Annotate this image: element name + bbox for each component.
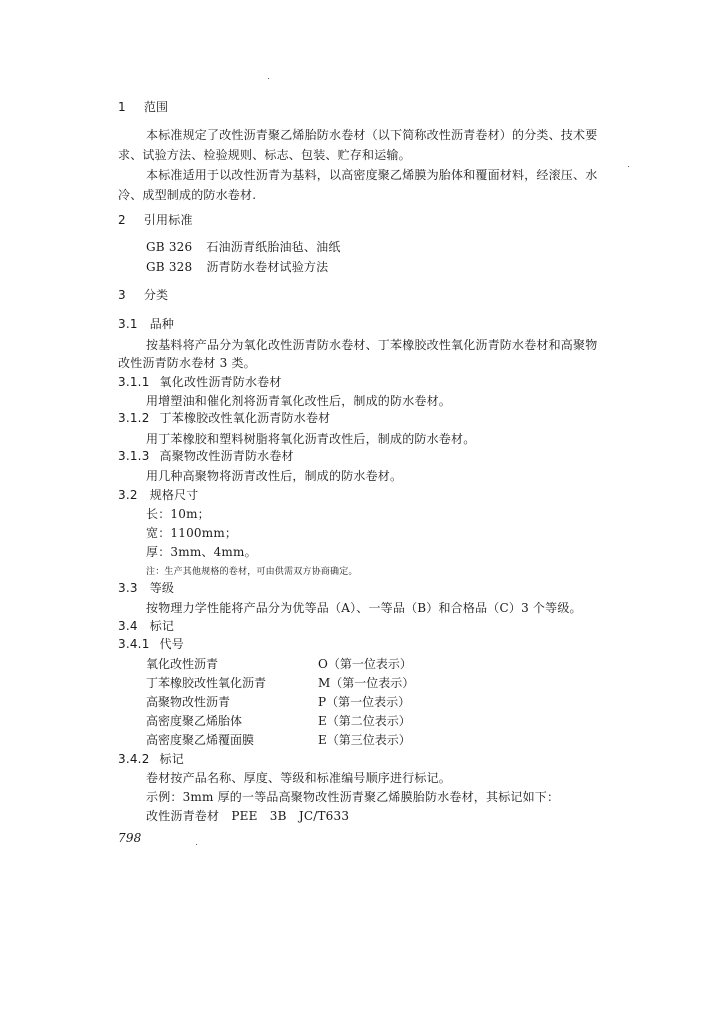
clause-3-3-heading <box>118 580 174 596</box>
code-value: O（第一位表示） <box>318 657 412 671</box>
clause-number: 3.4 <box>118 619 138 633</box>
clause-3-1-3-heading <box>118 448 294 464</box>
clause-3-4-1-heading <box>118 636 184 652</box>
code-value: E（第三位表示） <box>318 733 411 747</box>
clause-3-4-2-heading <box>118 751 184 767</box>
varieties-paragraph-line-1: 按基料将产品分为氧化改性沥青防水卷材、丁苯橡胶改性氧化沥青防水卷材和高聚物 <box>146 338 598 352</box>
clause-number: 3.1.1 <box>118 375 150 389</box>
section-1-heading <box>118 99 168 115</box>
varieties-paragraph-line-2: 改性沥青防水卷材 3 类。 <box>118 356 256 370</box>
clause-title: 氧化改性沥青防水卷材 <box>159 375 282 389</box>
clause-3-1-1-text: 用增塑油和催化剂将沥青氧化改性后，制成的防水卷材。 <box>146 394 452 408</box>
clause-title: 等级 <box>149 581 175 595</box>
clause-3-1-2-text: 用丁苯橡胶和塑料树脂将氧化沥青改性后，制成的防水卷材。 <box>146 432 476 446</box>
size-length: 长：10m； <box>146 507 210 521</box>
scope-paragraph-1-line-2: 求、试验方法、检验规则、标志、包装、贮存和运输。 <box>118 148 411 162</box>
clause-number: 3.2 <box>118 488 138 502</box>
section-1-title: 范围 <box>143 100 169 114</box>
section-2-title: 引用标准 <box>143 213 193 227</box>
section-1-number: 1 <box>118 100 126 114</box>
clause-title: 品种 <box>149 317 175 331</box>
section-3-title: 分类 <box>143 288 169 302</box>
reference-code: GB 326 <box>146 240 193 254</box>
code-name: 丁苯橡胶改性氧化沥青 <box>146 676 267 690</box>
code-value: E（第二位表示） <box>318 714 411 728</box>
clause-3-1-heading <box>118 316 174 332</box>
section-2-heading <box>118 212 193 228</box>
scope-paragraph-2-line-1: 本标准适用于以改性沥青为基料，以高密度聚乙烯膜为胎体和覆面材料，经滚压、水 <box>146 168 598 182</box>
size-thickness: 厚：3mm、4mm。 <box>146 545 257 559</box>
scope-paragraph-1-line-1: 本标准规定了改性沥青聚乙烯胎防水卷材（以下简称改性沥青卷材）的分类、技术要 <box>146 128 598 142</box>
clause-title: 规格尺寸 <box>149 488 199 502</box>
code-value: M（第一位表示） <box>318 676 415 690</box>
clause-title: 丁苯橡胶改性氧化沥青防水卷材 <box>159 411 331 425</box>
clause-number: 3.3 <box>118 581 138 595</box>
size-note: 注：生产其他规格的卷材，可由供需双方协商确定。 <box>146 567 358 577</box>
marking-example-mark: 改性沥青卷材 PEE 3B JC/T633 <box>146 809 350 823</box>
grade-text: 按物理力学性能将产品分为优等品（A）、一等品（B）和合格品（C）3 个等级。 <box>146 601 582 615</box>
scope-paragraph-2-line-2: 冷、成型制成的防水卷材. <box>118 188 257 202</box>
clause-number: 3.1.3 <box>118 449 150 463</box>
clause-number: 3.4.1 <box>118 637 150 651</box>
clause-3-2-heading <box>118 487 199 503</box>
clause-3-1-1-heading <box>118 374 282 390</box>
section-3-heading <box>118 287 168 303</box>
marking-rule-text: 卷材按产品名称、厚度、等级和标准编号顺序进行标记。 <box>146 771 452 785</box>
reference-standard-1 <box>146 239 341 255</box>
scan-speck <box>628 166 629 167</box>
size-width: 宽：1100mm； <box>146 526 238 540</box>
clause-number: 3.1 <box>118 317 138 331</box>
clause-3-1-3-text: 用几种高聚物将沥青改性后，制成的防水卷材。 <box>146 469 403 483</box>
code-name: 高密度聚乙烯覆面膜 <box>146 733 255 747</box>
reference-name: 石油沥青纸胎油毡、油纸 <box>206 240 341 254</box>
clause-title: 标记 <box>159 752 184 766</box>
code-name: 高密度聚乙烯胎体 <box>146 714 243 728</box>
code-value: P（第一位表示） <box>318 695 411 709</box>
clause-number: 3.4.2 <box>118 752 150 766</box>
clause-3-4-heading <box>118 618 174 634</box>
clause-title: 标记 <box>149 619 175 633</box>
reference-code: GB 328 <box>146 260 193 274</box>
clause-title: 代号 <box>159 637 184 651</box>
code-name: 高聚物改性沥青 <box>146 695 231 709</box>
scan-speck <box>268 78 269 79</box>
clause-3-1-2-heading <box>118 410 330 426</box>
section-3-number: 3 <box>118 288 126 302</box>
code-name: 氧化改性沥青 <box>146 657 219 671</box>
clause-title: 高聚物改性沥青防水卷材 <box>159 449 294 463</box>
scan-speck <box>196 844 197 845</box>
reference-name: 沥青防水卷材试验方法 <box>206 260 329 274</box>
marking-example-text: 示例：3mm 厚的一等品高聚物改性沥青聚乙烯膜胎防水卷材，其标记如下： <box>146 790 560 804</box>
reference-standard-2 <box>146 259 328 275</box>
clause-number: 3.1.2 <box>118 411 150 425</box>
page-number: 798 <box>118 831 142 845</box>
section-2-number: 2 <box>118 213 126 227</box>
